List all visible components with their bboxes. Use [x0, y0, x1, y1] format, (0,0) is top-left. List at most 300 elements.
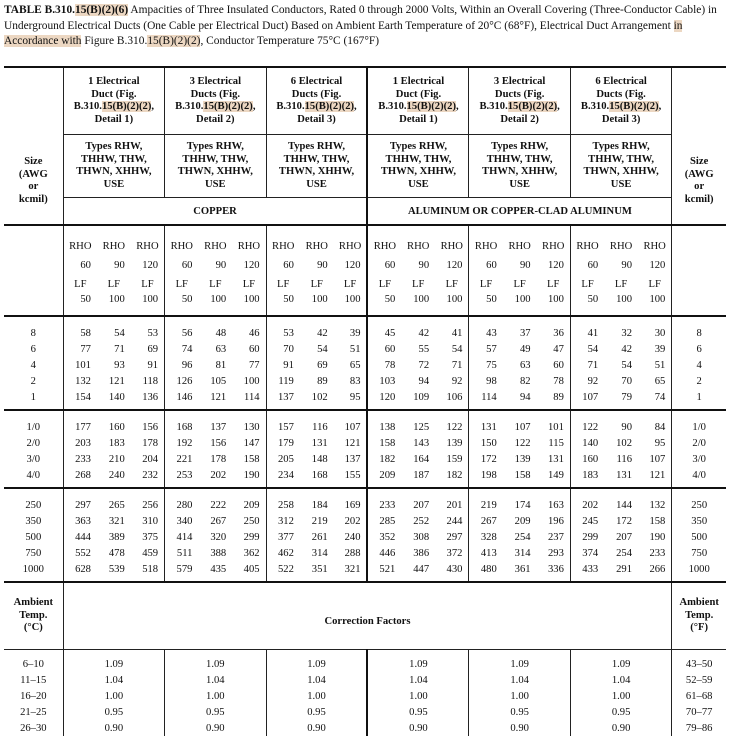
header-line: Size — [24, 156, 43, 167]
ampacity-cell: 258 — [266, 488, 300, 513]
size-cell-right: 1 — [672, 389, 726, 410]
ampacity-cell: 116 — [616, 453, 632, 465]
ampacity-cell: 182 — [367, 451, 401, 467]
header-line — [267, 101, 367, 114]
title-text-3: , Conductor Temperature 75°C (167°F) — [200, 35, 380, 47]
ampacity-cell: 459 — [142, 547, 159, 559]
correction-factor-cell: 0.95 — [63, 704, 164, 720]
figure-ref: , — [658, 101, 662, 112]
size-cell-right: 2 — [696, 375, 702, 387]
rho-value: 90 — [621, 260, 632, 271]
ampacity-cell: 233 — [63, 451, 97, 467]
ampacity-cell: 237 — [547, 531, 564, 543]
header-line — [368, 101, 468, 114]
ampacity-cell: 405 — [232, 561, 266, 582]
ampacity-cell: 198 — [469, 467, 503, 488]
correction-factor-cell: 0.90 — [266, 720, 367, 736]
temp-c-cell: 11–15 — [20, 674, 47, 686]
ampacity-cell: 511 — [165, 545, 199, 561]
size-header-left — [4, 67, 63, 225]
temp-c-cell: 21–25 — [20, 706, 47, 718]
ambient-header-row — [4, 582, 726, 650]
ampacity-cell: 478 — [108, 547, 125, 559]
size-cell-left: 1 — [4, 389, 63, 410]
lf-value: 50 — [570, 294, 604, 316]
ampacity-cell: 310 — [142, 515, 159, 527]
thermal-header-row — [4, 294, 726, 316]
ampacity-cell: 83 — [349, 375, 361, 387]
ampacity-cell: 78 — [553, 375, 564, 387]
ampacity-cell: 81 — [215, 359, 227, 371]
ampacity-cell: 157 — [266, 410, 300, 435]
size-cell-left: 4 — [30, 359, 36, 371]
ampacity-cell: 352 — [367, 529, 401, 545]
ampacity-cell: 90 — [621, 421, 632, 433]
ampacity-cell: 209 — [514, 515, 531, 527]
lf-label: LF — [63, 275, 97, 294]
ampacity-cell: 70 — [621, 375, 632, 387]
lf-label: LF — [570, 275, 604, 294]
table-row — [4, 545, 726, 561]
header-line: kcmil) — [684, 193, 714, 205]
lf-value: 50 — [266, 294, 300, 316]
figure-ref: B.310. — [378, 101, 407, 112]
ampacity-cell: 321 — [108, 515, 125, 527]
rho-label: RHO — [609, 240, 633, 252]
header-line: Types RHW, — [287, 141, 346, 152]
ampacity-cell: 158 — [367, 435, 401, 451]
ampacity-cell: 179 — [266, 435, 300, 451]
ampacity-cell: 106 — [435, 389, 469, 410]
ampacity-cell: 30 — [638, 316, 672, 341]
temp-f-cell: 70–77 — [685, 706, 713, 718]
types-row — [4, 135, 726, 198]
ampacity-cell: 291 — [604, 561, 638, 582]
ampacity-cell: 60 — [367, 341, 401, 357]
conductor-types — [266, 135, 367, 198]
correction-factor-cell: 0.90 — [165, 720, 266, 736]
title-highlight-3: 15(B)(2)(2) — [147, 35, 201, 47]
ampacity-cell: 69 — [317, 359, 328, 371]
ampacity-cell: 121 — [108, 375, 125, 387]
ampacity-cell: 299 — [570, 529, 604, 545]
ampacity-cell: 267 — [469, 513, 503, 529]
ampacity-cell: 159 — [446, 453, 463, 465]
figure-ref: , — [252, 101, 256, 112]
ampacity-cell: 447 — [401, 561, 435, 582]
table-row — [4, 373, 726, 389]
lf-value: 100 — [300, 294, 334, 316]
correction-factors-label: Correction Factors — [63, 582, 672, 650]
header-line: Duct (Fig. — [91, 88, 137, 100]
ampacity-cell: 54 — [114, 327, 125, 339]
ampacity-cell: 386 — [413, 547, 430, 559]
correction-factor-cell: 1.09 — [266, 650, 367, 673]
lf-value: 100 — [131, 294, 165, 316]
ampacity-cell: 95 — [334, 389, 368, 410]
ampacity-cell: 101 — [63, 357, 97, 373]
ampacity-cell: 92 — [451, 375, 463, 387]
ampacity-cell: 160 — [108, 421, 125, 433]
spacer-cell — [672, 275, 726, 294]
ampacity-cell: 144 — [616, 499, 632, 511]
ampacity-cell: 240 — [97, 467, 131, 488]
header-line: 6 Electrical — [290, 76, 343, 87]
ampacity-cell: 207 — [413, 499, 430, 511]
ampacity-cell: 340 — [165, 513, 199, 529]
ampacity-cell: 158 — [243, 453, 260, 465]
ampacity-cell: 63 — [215, 343, 227, 355]
ampacity-cell: 41 — [451, 327, 463, 339]
conductor-types — [469, 135, 570, 198]
ampacity-cell: 116 — [312, 421, 328, 433]
ampacity-cell: 254 — [616, 547, 632, 559]
rho-label: RHO — [102, 240, 126, 252]
ampacity-cell: 137 — [210, 421, 227, 433]
ampacity-cell: 256 — [142, 499, 159, 511]
ampacity-cell: 413 — [469, 545, 503, 561]
correction-factor-cell: 1.04 — [570, 672, 671, 688]
ampacity-cell: 221 — [165, 451, 199, 467]
ampacity-cell: 60 — [553, 359, 564, 371]
ampacity-cell: 245 — [570, 513, 604, 529]
header-line: USE — [509, 178, 530, 190]
table-row — [4, 467, 726, 488]
ampacity-cell: 462 — [266, 545, 300, 561]
size-cell-left: 250 — [25, 499, 42, 511]
rho-label: RHO — [638, 225, 672, 256]
correction-row — [4, 704, 726, 720]
correction-factor-cell: 1.00 — [165, 688, 266, 704]
lf-label: LF — [141, 279, 154, 290]
rho-value: 120 — [344, 260, 361, 271]
rho-value: 60 — [469, 256, 503, 275]
rho-label: RHO — [367, 225, 401, 256]
header-line: 3 Electrical — [189, 76, 242, 87]
ampacity-cell: 57 — [469, 341, 503, 357]
size-cell-left: 750 — [25, 547, 42, 559]
header-line: Temp. — [685, 609, 714, 621]
table-row — [4, 488, 726, 513]
ampacity-cell: 74 — [165, 341, 199, 357]
ampacity-cell: 363 — [63, 513, 97, 529]
rho-label: RHO — [63, 225, 97, 256]
ampacity-cell: 91 — [147, 359, 159, 371]
ampacity-cell: 131 — [311, 437, 328, 449]
ampacity-cell: 89 — [537, 389, 571, 410]
ampacity-cell: 446 — [367, 545, 401, 561]
ampacity-cell: 98 — [469, 373, 503, 389]
header-line: Ducts (Fig. — [291, 88, 342, 100]
header-line: (°F) — [690, 622, 709, 634]
ampacity-cell: 628 — [63, 561, 97, 582]
ampacity-cell: 77 — [63, 341, 97, 357]
size-cell-left: 1000 — [4, 561, 63, 582]
lf-value: 100 — [435, 294, 469, 316]
correction-factor-cell: 0.95 — [266, 704, 367, 720]
header-line: Types RHW, — [491, 141, 549, 152]
ampacity-cell: 55 — [418, 343, 430, 355]
rho-label: RHO — [508, 240, 531, 252]
ampacity-cell: 579 — [165, 561, 199, 582]
ampacity-cell: 414 — [165, 529, 199, 545]
ampacity-cell: 77 — [248, 359, 260, 371]
ampacity-cell: 148 — [311, 453, 328, 465]
ampacity-cell: 42 — [418, 327, 430, 339]
duct-header-row — [4, 67, 726, 135]
rho-value: 90 — [215, 260, 227, 271]
duct-header — [165, 67, 266, 135]
header-line: USE — [610, 178, 632, 190]
ampacity-cell: 122 — [570, 410, 604, 435]
rho-value: 90 — [519, 260, 531, 271]
ampacity-cell: 261 — [311, 531, 328, 543]
rho-label: RHO — [407, 240, 430, 252]
ampacity-cell: 202 — [344, 515, 361, 527]
duct-header — [469, 67, 570, 135]
ampacity-cell: 131 — [469, 410, 503, 435]
ampacity-cell: 56 — [165, 316, 199, 341]
header-line: Detail 3) — [297, 113, 336, 125]
ampacity-cell: 232 — [131, 467, 165, 488]
correction-factor-cell: 1.00 — [63, 688, 164, 704]
correction-factor-cell: 1.09 — [367, 650, 468, 673]
ampacity-cell: 150 — [469, 435, 503, 451]
ampacity-cell: 84 — [638, 410, 672, 435]
lf-value: 100 — [334, 294, 368, 316]
lf-label: LF — [107, 279, 121, 290]
header-line: THWN, XHHW, — [278, 166, 355, 177]
ampacity-cell: 252 — [413, 515, 430, 527]
ampacity-cell: 74 — [638, 389, 672, 410]
ampacity-cell: 89 — [317, 375, 328, 387]
ampacity-cell: 196 — [547, 515, 564, 527]
lf-value: 100 — [604, 294, 638, 316]
duct-header — [63, 67, 164, 135]
figure-ref: B.310. — [276, 101, 305, 112]
header-line: THHW, THW, — [385, 153, 452, 165]
ampacity-cell: 250 — [243, 515, 260, 527]
ampacity-cell: 91 — [266, 357, 300, 373]
ampacity-cell: 207 — [616, 531, 632, 543]
correction-factor-cell: 0.90 — [469, 720, 570, 736]
ampacity-cell: 147 — [243, 437, 260, 449]
ampacity-cell: 219 — [311, 515, 328, 527]
ampacity-cell: 53 — [147, 327, 159, 339]
size-cell-right: 6 — [696, 343, 702, 355]
lf-label: LF — [469, 275, 503, 294]
ampacity-cell: 65 — [638, 373, 672, 389]
ampacity-cell: 93 — [114, 359, 125, 371]
conductor-types — [165, 135, 266, 198]
ampacity-cell: 435 — [198, 561, 232, 582]
ampacity-cell: 121 — [198, 389, 232, 410]
spacer-cell — [672, 225, 726, 256]
ampacity-cell: 60 — [248, 343, 260, 355]
ampacity-cell: 92 — [570, 373, 604, 389]
ampacity-cell: 119 — [266, 373, 300, 389]
lf-label: LF — [547, 279, 560, 290]
header-line: THHW, THW, — [486, 153, 553, 165]
ampacity-cell: 293 — [547, 547, 564, 559]
ampacity-cell: 203 — [63, 435, 97, 451]
ampacity-cell: 49 — [519, 343, 531, 355]
correction-factor-cell: 1.00 — [570, 688, 671, 704]
header-line — [469, 101, 569, 114]
ampacity-cell: 328 — [469, 529, 503, 545]
temp-f-cell: 52–59 — [685, 674, 713, 686]
header-line — [571, 101, 671, 114]
size-cell-left: 2/0 — [26, 437, 41, 449]
header-line: or — [694, 181, 705, 192]
ampacity-cell: 233 — [638, 545, 672, 561]
header-line: Types RHW, — [389, 141, 447, 152]
ampacity-cell: 107 — [570, 389, 604, 410]
correction-factor-cell: 0.95 — [469, 704, 570, 720]
ampacity-cell: 82 — [519, 375, 531, 387]
ampacity-cell: 125 — [413, 421, 430, 433]
ampacity-cell: 105 — [210, 375, 227, 387]
duct-header — [570, 67, 671, 135]
rho-value: 90 — [114, 260, 125, 271]
rho-label: RHO — [469, 225, 503, 256]
ampacity-cell: 100 — [243, 375, 260, 387]
title-text-2: Figure B.310. — [81, 35, 148, 47]
ampacity-cell: 521 — [367, 561, 401, 582]
table-row — [4, 529, 726, 545]
ampacity-cell: 192 — [165, 435, 199, 451]
figure-ref: B.310. — [175, 101, 204, 112]
correction-factor-cell: 1.00 — [266, 688, 367, 704]
figure-ref-highlight: 15(B)(2)(2) — [609, 101, 659, 112]
lf-value: 100 — [503, 294, 537, 316]
correction-factor-cell: 1.09 — [63, 650, 164, 673]
size-cell-right: 750 — [691, 547, 708, 559]
header-line: THHW, THW, — [588, 153, 655, 165]
ampacity-cell: 53 — [266, 316, 300, 341]
ampacity-cell: 174 — [514, 499, 531, 511]
ampacity-cell: 209 — [243, 499, 260, 511]
size-cell-right: 4 — [696, 359, 702, 371]
spacer-cell — [4, 275, 63, 294]
spacer-cell — [4, 225, 63, 256]
lf-label: LF — [343, 279, 357, 290]
size-cell-right: 250 — [691, 499, 708, 511]
ampacity-cell: 539 — [97, 561, 131, 582]
ampacity-cell: 160 — [570, 451, 604, 467]
figure-ref-highlight: 15(B)(2)(2) — [304, 101, 355, 112]
ampacity-cell: 37 — [519, 327, 531, 339]
ampacity-cell: 94 — [503, 389, 537, 410]
ambient-temp-c-header — [4, 582, 63, 650]
lf-value: 100 — [537, 294, 571, 316]
header-line: Types RHW, — [85, 141, 143, 152]
lf-value: 50 — [469, 294, 503, 316]
table-row — [4, 561, 726, 582]
header-line: USE — [408, 178, 429, 190]
correction-factor-cell: 1.04 — [266, 672, 367, 688]
temp-c-cell: 26–30 — [20, 722, 47, 734]
ampacity-cell: 69 — [147, 343, 159, 355]
ampacity-cell: 552 — [63, 545, 97, 561]
header-line: 3 Electrical — [493, 76, 546, 87]
table-row — [4, 357, 726, 373]
title-prefix: TABLE B.310. — [4, 4, 75, 16]
ampacity-cell: 122 — [514, 437, 531, 449]
header-line: Size — [690, 156, 709, 167]
ampacity-cell: 209 — [367, 467, 401, 488]
figure-ref-highlight: 15(B)(2)(2) — [101, 101, 152, 112]
thermal-header-row — [4, 275, 726, 294]
rho-label: RHO — [440, 240, 463, 252]
ampacity-cell: 312 — [266, 513, 300, 529]
lf-value: 100 — [232, 294, 266, 316]
material-row — [4, 198, 726, 226]
correction-row — [4, 650, 726, 673]
header-line: THWN, XHHW, — [583, 166, 659, 177]
ampacity-cell: 314 — [311, 547, 328, 559]
ampacity-cell: 71 — [570, 357, 604, 373]
lf-label: LF — [242, 279, 256, 290]
temp-f-cell: 79–86 — [685, 722, 713, 734]
ampacity-cell: 107 — [514, 421, 531, 433]
ampacity-cell: 190 — [232, 467, 266, 488]
header-line — [165, 101, 265, 114]
ampacity-cell: 107 — [638, 451, 672, 467]
header-line: 1 Electrical — [88, 76, 140, 87]
correction-factor-cell: 1.09 — [570, 650, 671, 673]
ampacity-cell: 201 — [446, 499, 463, 511]
rho-label: RHO — [204, 240, 227, 252]
lf-label: LF — [614, 279, 628, 290]
temp-f-cell: 43–50 — [685, 658, 713, 670]
ampacity-cell: 240 — [344, 531, 361, 543]
ampacity-cell: 78 — [367, 357, 401, 373]
ampacity-cell: 46 — [248, 327, 260, 339]
rho-value: 90 — [317, 260, 328, 271]
figure-ref: , — [354, 101, 357, 112]
size-cell-left: 500 — [25, 531, 42, 543]
lf-value: 50 — [367, 294, 401, 316]
header-line: (°C) — [23, 622, 43, 634]
title-text-1: Ampacities of Three Insulated Conductors, Rated 0 through 2000 Volts, Within an Overall Covering (Three-Conductor Cable) in Underground Electrical Ducts (One Cable per Electrical Duct) Based on Ambient Earth Temperature of 20°C (68°F), Electrical Duct Arrangement — [4, 4, 717, 32]
correction-factor-cell: 1.00 — [367, 688, 468, 704]
ampacity-cell: 154 — [63, 389, 97, 410]
rho-value: 60 — [570, 256, 604, 275]
ampacity-cell: 79 — [604, 389, 638, 410]
ampacity-cell: 126 — [165, 373, 199, 389]
ampacity-cell: 430 — [435, 561, 469, 582]
rho-value: 60 — [367, 256, 401, 275]
lf-value: 100 — [638, 294, 672, 316]
ampacity-cell: 219 — [469, 488, 503, 513]
ampacity-cell: 107 — [344, 421, 361, 433]
size-cell-right: 3/0 — [692, 453, 706, 465]
rho-label: RHO — [305, 240, 328, 252]
ampacity-cell: 54 — [570, 341, 604, 357]
ampacity-cell: 71 — [451, 359, 463, 371]
size-cell-right: 500 — [691, 531, 708, 543]
ampacity-cell: 164 — [413, 453, 430, 465]
lf-value: 100 — [401, 294, 435, 316]
ampacity-cell: 121 — [638, 467, 672, 488]
table-title — [4, 3, 724, 50]
header-line: Temp. — [19, 609, 48, 621]
lf-value: 100 — [198, 294, 232, 316]
conductor-types — [570, 135, 671, 198]
header-line: Detail 2) — [196, 113, 235, 125]
table-row — [4, 435, 726, 451]
